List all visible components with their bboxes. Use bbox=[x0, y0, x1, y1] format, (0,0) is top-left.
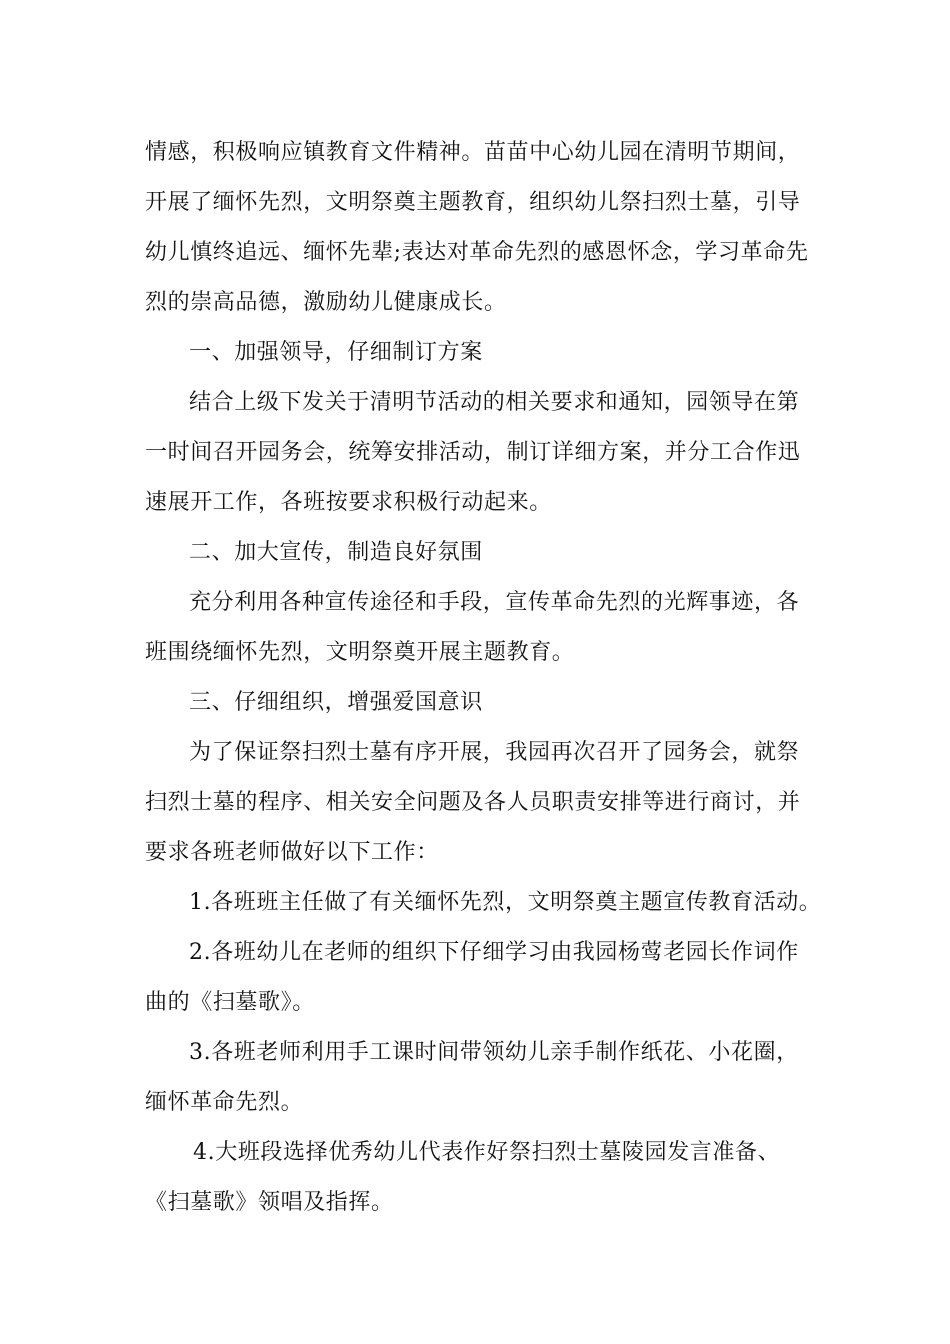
text-line: 要求各班老师做好以下工作： bbox=[145, 840, 439, 865]
text-line: 《扫墓歌》领唱及指挥。 bbox=[145, 1190, 394, 1215]
section-heading-3: 三、仔细组织，增强爱国意识 bbox=[189, 690, 483, 715]
text-line: 幼儿慎终追远、缅怀先辈;表达对革命先烈的感恩怀念，学习革命先 bbox=[145, 240, 809, 265]
list-item-3: 3.各班老师利用手工课时间带领幼儿亲手制作纸花、小花圈， bbox=[189, 1040, 799, 1065]
list-item-4: 4.大班段选择优秀幼儿代表作好祭扫烈士墓陵园发言准备、 bbox=[193, 1140, 781, 1165]
document-page bbox=[145, 128, 822, 1228]
list-item-1: 1.各班班主任做了有关缅怀先烈，文明祭奠主题宣传教育活动。 bbox=[189, 890, 822, 915]
text-line: 速展开工作，各班按要求积极行动起来。 bbox=[145, 490, 552, 515]
text-line: 充分利用各种宣传途径和手段，宣传革命先烈的光辉事迹，各 bbox=[189, 590, 800, 615]
text-line: 结合上级下发关于清明节活动的相关要求和通知，园领导在第 bbox=[189, 390, 800, 415]
section-heading-2: 二、加大宣传，制造良好氛围 bbox=[189, 540, 483, 565]
section-heading-1: 一、加强领导，仔细制订方案 bbox=[189, 340, 483, 365]
text-line: 扫烈士墓的程序、相关安全问题及各人员职责安排等进行商讨，并 bbox=[145, 790, 801, 815]
text-line: 一时间召开园务会，统筹安排活动，制订详细方案，并分工合作迅 bbox=[145, 440, 801, 465]
text-line: 缅怀革命先烈。 bbox=[145, 1090, 304, 1115]
list-item-2: 2.各班幼儿在老师的组织下仔细学习由我园杨莺老园长作词作 bbox=[189, 940, 799, 965]
text-line: 班围绕缅怀先烈，文明祭奠开展主题教育。 bbox=[145, 640, 575, 665]
text-line: 情感，积极响应镇教育文件精神。苗苗中心幼儿园在清明节期间， bbox=[145, 140, 801, 165]
text-line: 烈的崇高品德，激励幼儿健康成长。 bbox=[145, 290, 507, 315]
text-line: 为了保证祭扫烈士墓有序开展，我园再次召开了园务会，就祭 bbox=[189, 740, 800, 765]
text-line: 开展了缅怀先烈，文明祭奠主题教育，组织幼儿祭扫烈士墓，引导 bbox=[145, 190, 801, 215]
text-line: 曲的《扫墓歌》。 bbox=[145, 990, 315, 1015]
